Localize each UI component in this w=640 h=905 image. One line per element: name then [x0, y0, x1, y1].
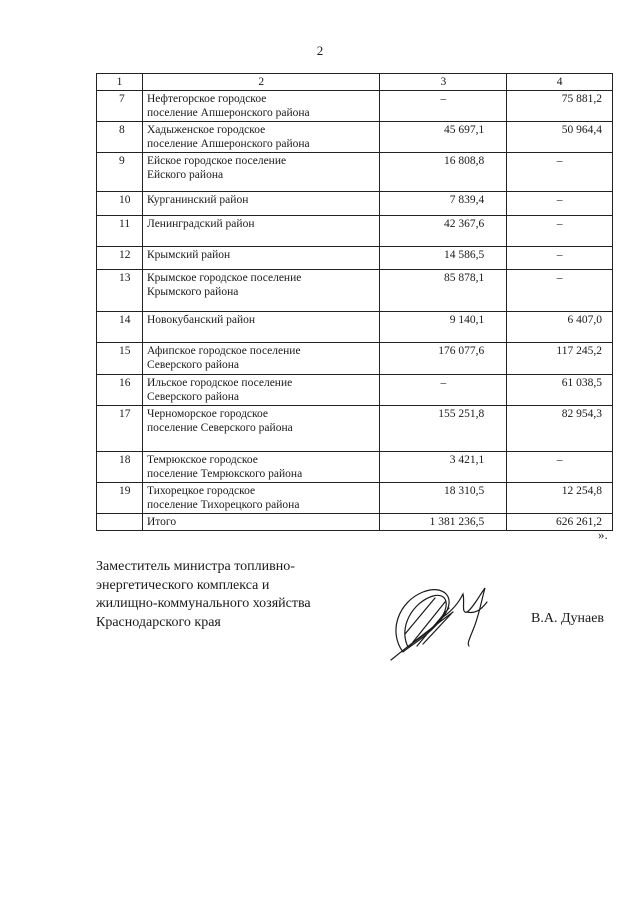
table-row [97, 406, 613, 452]
row-number: 14 [97, 312, 143, 343]
municipality-name-line: поселение Апшеронского района [146, 107, 310, 119]
amount-col3: 85 878,1 [380, 270, 507, 312]
row-number: 16 [97, 375, 143, 406]
table-row [97, 247, 613, 270]
table-row [97, 122, 613, 153]
table-header-row [97, 74, 613, 91]
row-number: 8 [97, 122, 143, 153]
signer-title [96, 558, 311, 632]
table-row [97, 375, 613, 406]
municipality-name-line: Ленинградский район [146, 218, 255, 230]
handwritten-signature [383, 572, 513, 672]
amount-col3: 42 367,6 [380, 216, 507, 247]
amount-col4: 117 245,2 [507, 343, 613, 375]
municipality-name-line: Северского района [146, 391, 240, 403]
municipality-name-line: Ильское городское поселение [146, 377, 293, 389]
municipality-name-line: Крымское городское поселение [146, 272, 302, 284]
amount-col4: – [507, 153, 613, 192]
municipality-name-line: поселение Северского района [146, 422, 293, 434]
municipality-name-line: Ейское городское поселение [146, 155, 287, 167]
amount-col3: 16 808,8 [380, 153, 507, 192]
municipality-name-line: поселение Темрюкского района [146, 468, 303, 480]
row-number: 13 [97, 270, 143, 312]
signer-title-line: Краснодарского края [96, 614, 221, 630]
municipality-name-line: поселение Апшеронского района [146, 138, 310, 150]
allocation-table [96, 73, 613, 531]
municipality-name-line: Черноморское городское [146, 408, 269, 420]
table-row [97, 483, 613, 514]
row-number: 17 [97, 406, 143, 452]
municipality-name [142, 216, 379, 247]
municipality-name-line: Нефтегорское городское [146, 93, 267, 105]
row-number: 18 [97, 452, 143, 483]
page-number: 2 [316, 43, 324, 58]
municipality-name [142, 343, 379, 375]
row-number: 19 [97, 483, 143, 514]
municipality-name-line: Курганинский район [146, 194, 249, 206]
municipality-name [142, 452, 379, 483]
municipality-name-line: Темрюкское городское [146, 454, 258, 466]
total-label: Итого [142, 514, 379, 531]
header-cell: 1 [97, 74, 143, 91]
municipality-name [142, 375, 379, 406]
row-number: 15 [97, 343, 143, 375]
row-number: 11 [97, 216, 143, 247]
amount-col4: 75 881,2 [507, 91, 613, 122]
municipality-name-line: Хадыженское городское [146, 124, 266, 136]
amount-col4: 12 254,8 [507, 483, 613, 514]
municipality-name-line: Крымского района [146, 286, 239, 298]
table-row [97, 312, 613, 343]
total-col3: 1 381 236,5 [380, 514, 507, 531]
signer-title-line: Заместитель министра топливно- [96, 559, 295, 574]
row-number: 10 [97, 192, 143, 216]
header-cell: 2 [142, 74, 379, 91]
amount-col4: 82 954,3 [507, 406, 613, 452]
amount-col3: 176 077,6 [380, 343, 507, 375]
amount-col4: – [507, 452, 613, 483]
amount-col3: – [380, 91, 507, 122]
municipality-name-line: Крымский район [146, 249, 231, 261]
amount-col3: 9 140,1 [380, 312, 507, 343]
amount-col4: – [507, 247, 613, 270]
header-cell: 4 [507, 74, 613, 91]
row-number: 9 [97, 153, 143, 192]
municipality-name-line: поселение Тихорецкого района [146, 499, 300, 511]
amount-col3: 45 697,1 [380, 122, 507, 153]
table-row [97, 192, 613, 216]
municipality-name-line: Ейского района [146, 169, 224, 181]
amount-col3: 155 251,8 [380, 406, 507, 452]
municipality-name [142, 122, 379, 153]
amount-col4: 61 038,5 [507, 375, 613, 406]
table-row [97, 343, 613, 375]
total-row [97, 514, 613, 531]
municipality-name [142, 483, 379, 514]
table-row [97, 452, 613, 483]
amount-col4: 6 407,0 [507, 312, 613, 343]
signer-title-line: энергетического комплекса и [96, 577, 270, 593]
amount-col3: 3 421,1 [380, 452, 507, 483]
amount-col4: – [507, 216, 613, 247]
municipality-name-line: Тихорецкое городское [146, 485, 256, 497]
header-cell: 3 [380, 74, 507, 91]
municipality-name-line: Новокубанский район [146, 314, 256, 326]
signer-name: В.А. Дунаев [531, 611, 605, 626]
closing-quote: ». [598, 527, 608, 542]
table-row [97, 153, 613, 192]
empty-cell [97, 514, 143, 531]
signer-title-line: жилищно-коммунального хозяйства [96, 596, 311, 611]
amount-col3: 18 310,5 [380, 483, 507, 514]
municipality-name [142, 91, 379, 122]
table-row [97, 270, 613, 312]
municipality-name [142, 406, 379, 452]
total-col4: 626 261,2 [507, 514, 613, 531]
municipality-name [142, 270, 379, 312]
municipality-name-line: Северского района [146, 359, 240, 371]
amount-col3: 14 586,5 [380, 247, 507, 270]
table-row [97, 91, 613, 122]
municipality-name-line: Афипское городское поселение [146, 345, 301, 357]
amount-col4: – [507, 192, 613, 216]
municipality-name [142, 153, 379, 192]
amount-col3: 7 839,4 [380, 192, 507, 216]
municipality-name [142, 247, 379, 270]
row-number: 7 [97, 91, 143, 122]
table-row [97, 216, 613, 247]
row-number: 12 [97, 247, 143, 270]
municipality-name [142, 192, 379, 216]
amount-col3: – [380, 375, 507, 406]
amount-col4: – [507, 270, 613, 312]
municipality-name [142, 312, 379, 343]
amount-col4: 50 964,4 [507, 122, 613, 153]
